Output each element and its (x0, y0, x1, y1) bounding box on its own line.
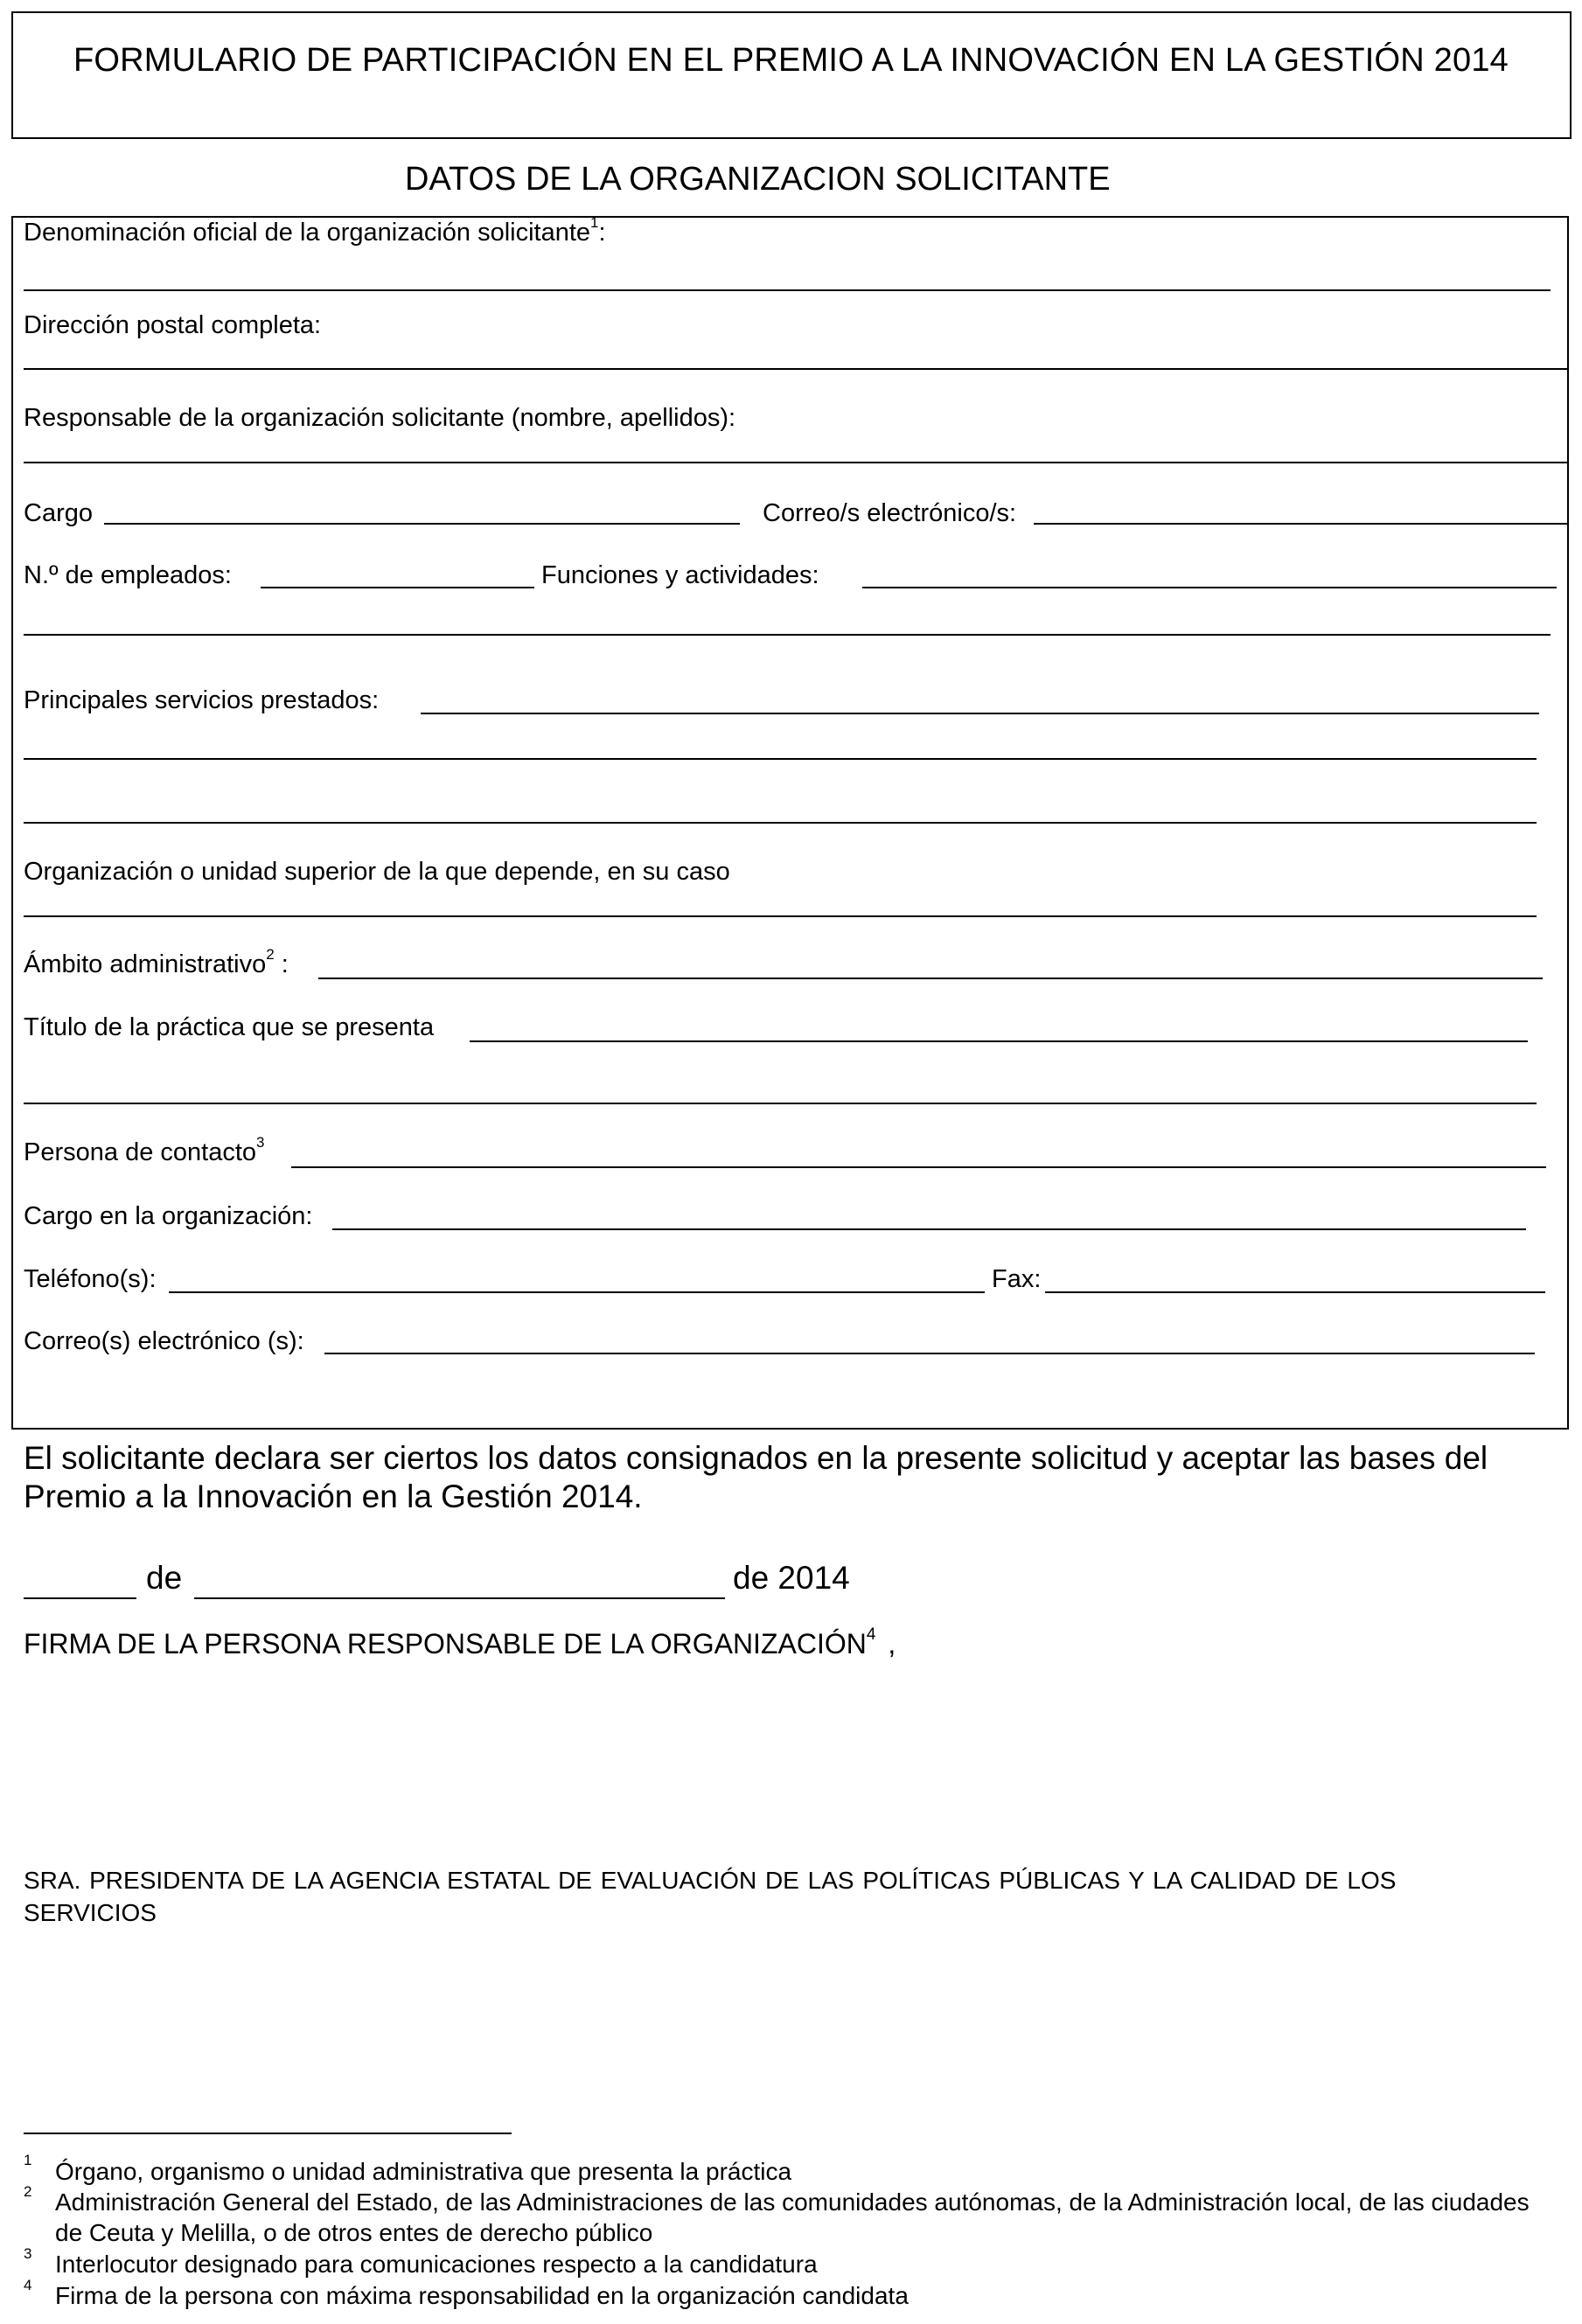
footnote-4-text: Firma de la persona con máxima responsabilidad en la organización candidata (55, 2282, 909, 2309)
cargo-organizacion-label: Cargo en la organización: (24, 1202, 313, 1230)
empleados-field[interactable] (261, 587, 534, 588)
correo-contacto-field[interactable] (324, 1353, 1535, 1354)
servicios-label: Principales servicios prestados: (24, 686, 380, 714)
footnote-1-number: 1 (24, 2152, 32, 2168)
direccion-field[interactable] (24, 368, 1567, 370)
footnote-1-text: Órgano, organismo o unidad administrativa que presenta la práctica (55, 2158, 792, 2185)
signature-label: FIRMA DE LA PERSONA RESPONSABLE DE LA ORGANIZACIÓN$^4$ , (24, 1625, 896, 1660)
correo-label: Correo/s electrónico/s: (763, 499, 1017, 527)
footnote-3-text: Interlocutor designado para comunicaciones respecto a la candidatura (55, 2251, 818, 2278)
footnote-2-number: 2 (24, 2183, 32, 2200)
correo-field[interactable] (1034, 523, 1567, 525)
cargo-field[interactable] (104, 523, 740, 525)
footnote-4-number: 4 (24, 2277, 32, 2293)
organizacion-superior-label: Organización o unidad superior de la que depende, en su caso (24, 858, 730, 886)
denominacion-field[interactable] (24, 289, 1551, 291)
funciones-field-line-2[interactable] (24, 634, 1551, 636)
section-title: DATOS DE LA ORGANIZACION SOLICITANTE (405, 161, 1111, 198)
responsable-field[interactable] (24, 462, 1567, 463)
footnote-separator (24, 2133, 512, 2134)
date-year-text: de 2014 (733, 1560, 850, 1596)
servicios-field-line-3[interactable] (24, 822, 1537, 824)
footnote-ref-1: 1 (590, 214, 599, 232)
servicios-field-line-2[interactable] (24, 758, 1537, 760)
fax-label: Fax: (992, 1265, 1042, 1293)
form-title: FORMULARIO DE PARTICIPACIÓN EN EL PREMIO A LA INNOVACIÓN EN LA GESTIÓN 2014 (73, 42, 1509, 79)
responsable-label: Responsable de la organización solicitante (nombre, apellidos): (24, 404, 736, 432)
addressee-text: SRA. PRESIDENTA DE LA AGENCIA ESTATAL DE EVALUACIÓN DE LAS POLÍTICAS PÚBLICAS Y LA CALIDAD DE LOS SERVICIOS (24, 1867, 1397, 1926)
footnote-ref-4: 4 (866, 1625, 876, 1645)
organizacion-superior-field[interactable] (24, 915, 1537, 917)
ambito-field[interactable] (318, 978, 1543, 979)
titulo-field[interactable] (470, 1040, 1528, 1042)
contacto-label: Persona de contacto$^3$ (24, 1134, 265, 1166)
fax-field[interactable] (1045, 1291, 1545, 1293)
correo-contacto-label: Correo(s) electrónico (s): (24, 1327, 304, 1355)
ambito-label: Ámbito administrativo$^2$ : (24, 946, 289, 978)
date-day-field[interactable] (24, 1597, 136, 1599)
cargo-label: Cargo (24, 499, 93, 527)
direccion-label: Dirección postal completa: (24, 311, 322, 339)
date-de-1: de (146, 1560, 183, 1596)
servicios-field[interactable] (421, 713, 1539, 714)
footnote-2-text: Administración General del Estado, de las Administraciones de las comunidades autónomas, de la Administración local, de las ciudades de Ceuta y Melilla, o de otros entes de derecho público (55, 2188, 1530, 2246)
date-month-field[interactable] (194, 1597, 725, 1599)
telefono-field[interactable] (169, 1291, 985, 1293)
titulo-field-line-2[interactable] (24, 1103, 1537, 1104)
telefono-label: Teléfono(s): (24, 1265, 157, 1293)
declaration-text: El solicitante declara ser ciertos los datos consignados en la presente solicitud y aceptar las bases del Premio a la Innovación en la Gestión 2014. (24, 1440, 1488, 1514)
footnote-ref-2: 2 (266, 946, 275, 964)
denominacion-label: Denominación oficial de la organización solicitante$^1$: (24, 214, 606, 247)
titulo-label: Título de la práctica que se presenta (24, 1013, 435, 1041)
footnote-ref-3: 3 (256, 1134, 265, 1152)
footnote-3-number: 3 (24, 2245, 32, 2262)
contacto-field[interactable] (291, 1166, 1546, 1168)
empleados-label: N.º de empleados: (24, 561, 232, 589)
funciones-field[interactable] (862, 587, 1557, 588)
cargo-organizacion-field[interactable] (332, 1228, 1526, 1230)
funciones-label: Funciones y actividades: (541, 561, 819, 589)
